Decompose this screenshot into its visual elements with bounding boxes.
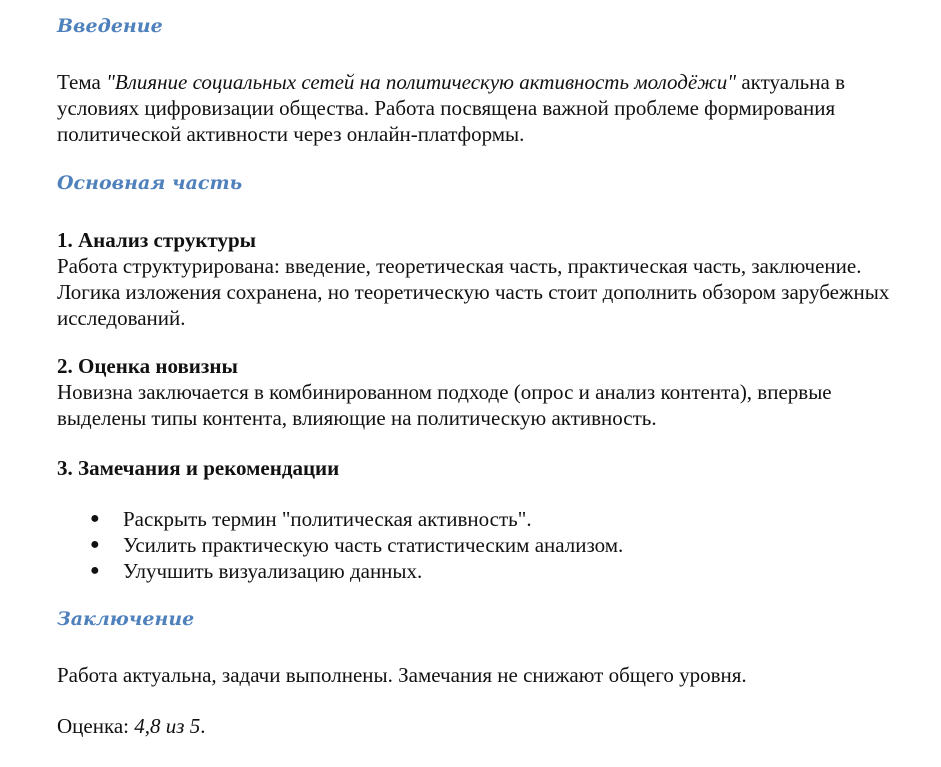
conclusion-heading: Заключение [57, 608, 195, 630]
remarks-list [57, 506, 917, 584]
section-structure-title: 1. Анализ структуры [57, 228, 257, 252]
intro-heading: Введение [57, 15, 163, 37]
bullet-icon: ● [90, 536, 100, 553]
grade-label: Оценка: [57, 714, 135, 738]
section-structure-text: Работа структурирована: введение, теоретическая часть, практическая часть, заключение. Логика изложения сохранена, но теоретическую часть стоит дополнить обзором зарубежных исследований. [57, 254, 890, 330]
section-novelty-text: Новизна заключается в комбинированном подходе (опрос и анализ контента), впервые выделены типы контента, влияющие на политическую активность. [57, 380, 832, 430]
list-item [57, 558, 917, 584]
conclusion-text: Работа актуальна, задачи выполнены. Замечания не снижают общего уровня. [57, 663, 747, 687]
bullet-icon: ● [90, 562, 100, 579]
list-item-text: Усилить практическую часть статистическим анализом. [123, 533, 624, 557]
main-heading: Основная часть [57, 172, 243, 194]
grade-suffix: . [200, 714, 206, 738]
intro-paragraph [57, 69, 917, 147]
list-item [57, 506, 917, 532]
section-remarks-title: 3. Замечания и рекомендации [57, 456, 340, 480]
intro-topic: "Влияние социальных сетей на политическую активность молодёжи" [106, 70, 737, 94]
intro-text-rest: актуальна в условиях цифровизации общества. Работа посвящена важной проблеме формирования политической активности через онлайн-платформы. [57, 70, 845, 146]
intro-text-prefix: Тема [57, 70, 107, 94]
list-item [57, 532, 917, 558]
list-item-text: Улучшить визуализацию данных. [123, 559, 423, 583]
grade-value: 4,8 из 5 [134, 714, 201, 738]
bullet-icon: ● [90, 510, 100, 527]
section-novelty-title: 2. Оценка новизны [57, 354, 238, 378]
list-item-text: Раскрыть термин "политическая активность". [123, 507, 532, 531]
grade-line [57, 713, 205, 739]
